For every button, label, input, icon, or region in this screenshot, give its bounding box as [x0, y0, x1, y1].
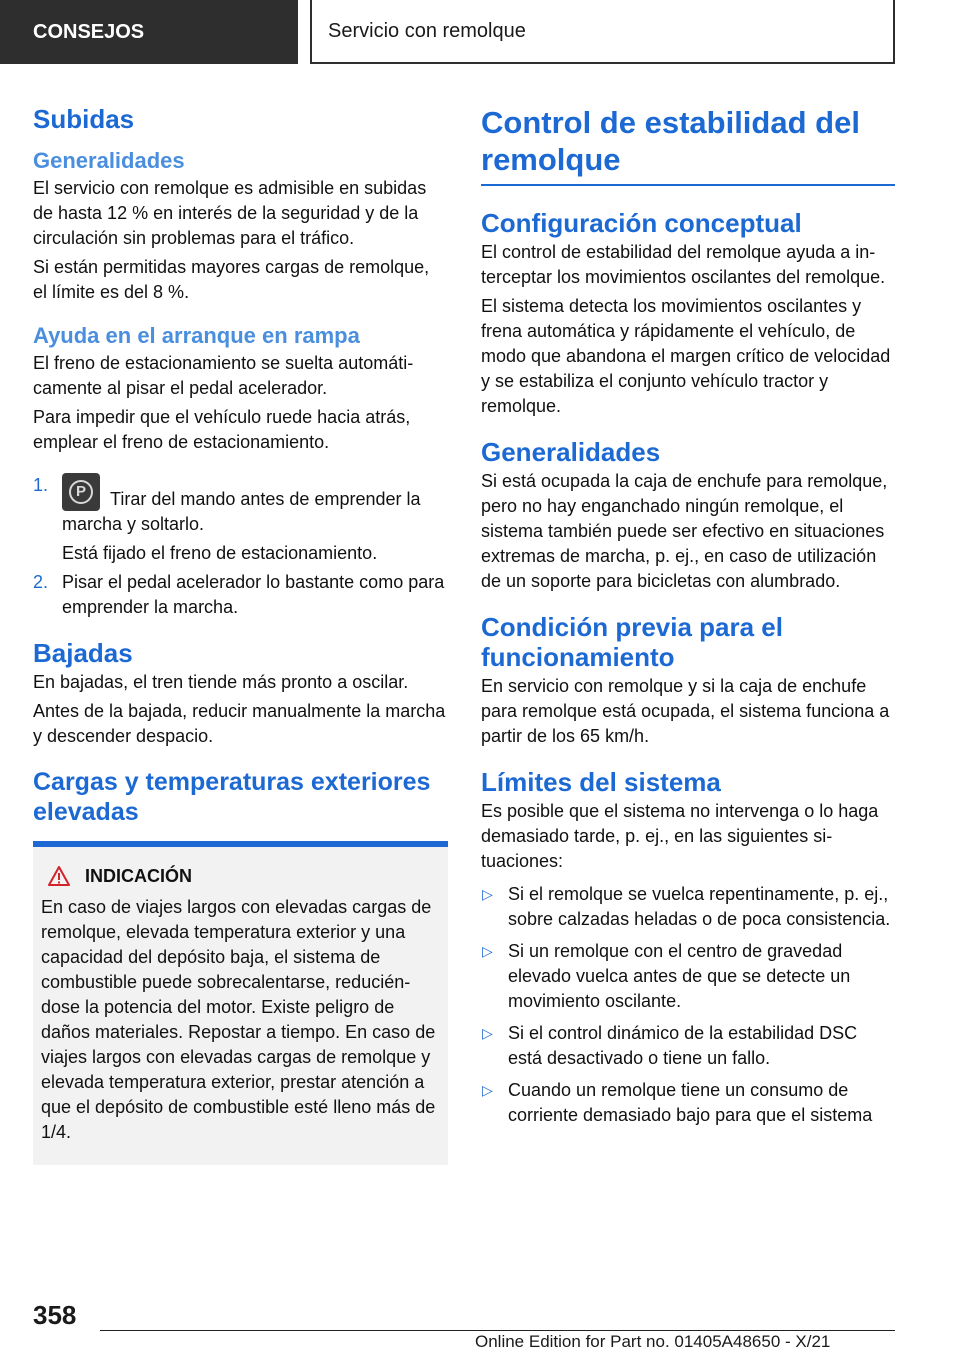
step-1 — [33, 473, 448, 566]
paragraph-bajadas-2: Antes de la bajada, reducir manualmente la marcha y descender despacio. — [33, 701, 446, 746]
heading-control-estabilidad: Control de estabilidad del remolque — [481, 104, 895, 186]
warning-triangle-icon — [47, 865, 71, 887]
paragraph-gen-2: Si están permitidas mayores cargas de remolque, el límite es del 8 %. — [33, 257, 430, 302]
bullet-triangle-icon: ▷ — [482, 886, 493, 902]
bullet-triangle-icon: ▷ — [482, 943, 493, 959]
paragraph-condicion: En servicio con remolque y si la caja de enchufe para remolque está ocupada, el sistema funciona a partir de los 65 km/h. — [481, 676, 890, 746]
step-2-text: Pisar el pedal acelerador lo bastante como para emprender la marcha. — [62, 572, 445, 617]
heading-ayuda-arranque: Ayuda en el arranque en rampa — [33, 323, 360, 348]
paragraph-config-2: El sistema detecta los movimientos oscilantes y frena automática y rápidamente el vehículo, de modo que abandona el margen crítico de velocidad y se estabiliza el conjunto vehículo tractor y remolque. — [481, 296, 891, 416]
heading-configuracion: Configuración conceptual — [481, 208, 802, 238]
paragraph-ayuda-1: El freno de estacionamiento se suelta automáticamente al pisar el pedal acelerador. — [33, 353, 414, 398]
step-1-number: 1. — [33, 475, 49, 495]
notice-box — [33, 841, 448, 1165]
paragraph-limites: Es posible que el sistema no intervenga o lo haga demasiado tarde, p. ej., en las siguientes situaciones: — [481, 801, 879, 871]
steps-list — [33, 473, 448, 620]
step-2 — [33, 570, 448, 620]
footer-edition: Online Edition for Part no. 01405A48650 - X/21 — [475, 1332, 831, 1351]
limits-list — [481, 882, 895, 1128]
right-column — [481, 96, 895, 1135]
step-1-text: Tirar del mando antes de emprender la marcha y soltarlo. — [62, 489, 421, 534]
list-item: ▷ Cuando un remolque tiene un consumo de corriente demasiado bajo para que el sistema — [482, 1080, 873, 1125]
parking-brake-icon — [62, 473, 100, 511]
paragraph-generalidades: Si está ocupada la caja de enchufe para remolque, pero no hay enganchado ningún remolque, el sistema también puede ser efectivo en situaciones extremas de marcha, p. ej., en caso de utilización de un soporte para bicicletas con alumbrado. — [481, 471, 888, 591]
header-subtitle: Servicio con remolque — [310, 0, 895, 64]
footer-divider — [100, 1330, 895, 1331]
paragraph-ayuda-2: Para impedir que el vehículo ruede hacia atrás, emplear el freno de estacionamiento. — [33, 407, 411, 452]
page-number: 358 — [33, 1300, 77, 1330]
bullet-triangle-icon: ▷ — [482, 1082, 493, 1098]
left-column — [33, 96, 448, 1165]
heading-subidas: Subidas — [33, 104, 135, 134]
heading-generalidades-left: Generalidades — [33, 148, 185, 173]
notice-header — [41, 865, 440, 887]
step-2-number: 2. — [33, 572, 49, 592]
heading-bajadas: Bajadas — [33, 638, 133, 668]
list-item: ▷ Si el control dinámico de la estabilidad DSC está desactivado o tiene un fallo. — [482, 1023, 858, 1068]
header-section-label: CONSEJOS — [0, 0, 298, 64]
bullet-triangle-icon: ▷ — [482, 1025, 493, 1041]
paragraph-config-1: El control de estabilidad del remolque ayuda a interceptar los movimientos oscilantes del remolque. — [481, 242, 886, 287]
list-item: ▷ Si el remolque se vuelca repentinamente, p. ej., sobre calzadas heladas o de poca consistencia. — [482, 884, 891, 929]
notice-text: En caso de viajes largos con elevadas cargas de remolque, elevada temperatura exterior y una capacidad del depósito baja, el sistema de combustible puede sobrecalentarse, reduciéndose la potencia del motor. Existe peligro de daños materiales. Repostar a tiempo. En caso de viajes largos con elevadas cargas de remolque y elevada temperatura exterior, prestar atención a que el depósito de combustible esté lleno más de 1/4. — [41, 897, 436, 1142]
step-1-note: Está fijado el freno de estacionamiento. — [62, 543, 378, 563]
paragraph-bajadas-1: En bajadas, el tren tiende más pronto a oscilar. — [33, 672, 409, 692]
heading-condicion-previa: Condición previa para el funcionamiento — [481, 612, 783, 672]
heading-generalidades-right: Generalidades — [481, 437, 661, 467]
paragraph-gen-1: El servicio con remolque es admisible en subidas de hasta 12 % en interés de la seguridad y de la circulación sin problemas para el tráfico. — [33, 178, 427, 248]
notice-title: INDICACIÓN — [85, 865, 192, 886]
list-item: ▷ Si un remolque con el centro de gravedad elevado vuelca antes de que se detecte un movimiento oscilante. — [482, 941, 851, 1011]
heading-limites: Límites del sistema — [481, 767, 721, 797]
heading-cargas: Cargas y temperaturas exteriores elevadas — [33, 768, 431, 826]
